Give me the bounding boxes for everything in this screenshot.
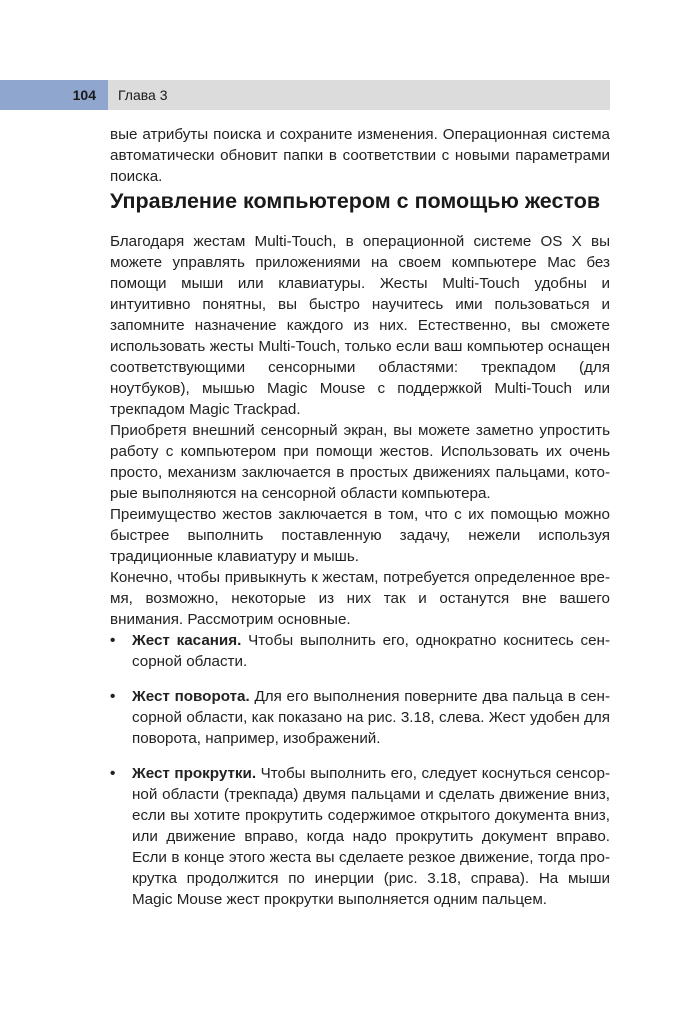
section-heading: Управление компьютером с помощью жестов xyxy=(110,189,601,213)
bullet-icon: • xyxy=(110,688,116,705)
running-header xyxy=(0,80,610,110)
paragraph-2: Приобретя внешний сенсорный экран, вы можете заметно упростить работу с компьютером при помощи жестов. Использовать их очень просто, механизм заключается в простых движениях пальцами, которые выполняются на сенсорной области компьютера. xyxy=(110,422,610,502)
list-item-rotate xyxy=(110,686,610,749)
page-body xyxy=(110,124,610,924)
term-rotate: Жест поворота. xyxy=(132,688,250,705)
description-rotate: Для его выполнения поверните два пальца в сенсорной области, как показано на рис. 3.18, слева. Жест удобен для поворота, например, изображений. xyxy=(132,688,610,747)
term-scroll: Жест прокрутки. xyxy=(132,765,257,782)
chapter-title: Глава 3 xyxy=(108,80,610,110)
gesture-list xyxy=(110,630,610,910)
intro-paragraph: вые атрибуты поиска и сохраните изменения. Операционная система автоматически обновит папки в соответствии с новыми параметрами поиска. xyxy=(110,126,610,185)
paragraph-1: Благодаря жестам Multi-Touch, в операционной системе OS X вы можете управлять приложениями на своем компьютере Mac без помощи мыши или клавиатуры. Жесты Multi-Touch удобны и интуитивно понятны, вы быстро научитесь ими пользоваться и запомните назначение каждого из них. Естественно, вы сможете использовать жесты Multi-Touch, только если ваш компьютер оснащен соответствующими сенсорными областями: трекпадом (для ноутбуков), мышью Magic Mouse с поддержкой Multi-Touch или трекпадом Magic Trackpad. xyxy=(110,233,610,418)
bullet-icon: • xyxy=(110,765,116,782)
bullet-icon: • xyxy=(110,632,116,649)
paragraph-4: Конечно, чтобы привыкнуть к жестам, потребуется определенное время, возможно, некоторые из них так и останутся вне вашего внимания. Рассмотрим основные. xyxy=(110,569,610,628)
description-scroll: Чтобы выполнить его, следует коснуться сенсорной области (трекпада) двумя пальцами и сделать движение вниз, если вы хотите прокрутить содержимое открытого документа вниз, или движение вправо, когда надо прокрутить документ вправо. Если в конце этого жеста вы сделаете резкое движение, тогда прокрутка продолжится по инерции (рис. 3.18, справа). На мыши Magic Mouse жест прокрутки выполняется одним пальцем. xyxy=(132,765,610,908)
description-tap: Чтобы выполнить его, однократно коснитесь сенсорной области. xyxy=(132,632,610,670)
list-item-scroll xyxy=(110,763,610,910)
list-item-tap xyxy=(110,630,610,672)
term-tap: Жест касания. xyxy=(132,632,242,649)
paragraph-3: Преимущество жестов заключается в том, что с их помощью можно быстрее выполнить поставленную задачу, нежели используя традиционные клавиатуру и мышь. xyxy=(110,506,610,565)
page-number: 104 xyxy=(0,80,108,110)
